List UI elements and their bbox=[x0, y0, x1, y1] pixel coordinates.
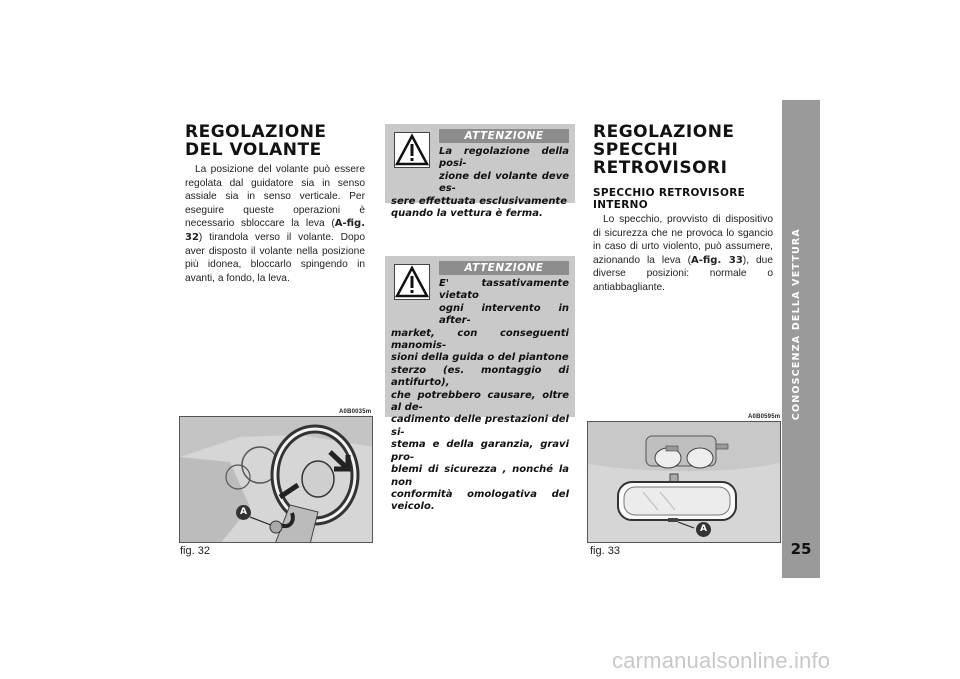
warning-line: cadimento delle prestazioni del si- bbox=[391, 414, 569, 438]
figure-code: A0B0595m bbox=[748, 414, 781, 420]
warning-label: ATTENZIONE bbox=[439, 129, 569, 143]
figure-32-steering-wheel bbox=[179, 416, 373, 543]
body-part: ), due diverse posizioni: normale o antiabbagliante. bbox=[593, 254, 773, 293]
warning-line: La regolazione della posi- bbox=[439, 146, 569, 170]
warning-box-1 bbox=[385, 124, 575, 220]
body-part: Lo specchio, provvisto di dispositivo di sicurezza che ne provoca lo sgancio in caso di urto violento, può assumere, azionando la leva ( bbox=[593, 214, 773, 266]
figure-code: A0B0035m bbox=[339, 409, 372, 415]
title-line: RETROVISORI bbox=[593, 158, 728, 178]
warning-text bbox=[391, 146, 569, 220]
body-text-specchi bbox=[593, 213, 773, 295]
mirror-illustration bbox=[588, 422, 781, 543]
body-part: La posizione del volante può essere regolata dal guidatore sia in senso assiale sia in senso verticale. Per eseguire queste operazioni è necessario sbloccare la leva ( bbox=[185, 164, 365, 230]
title-line: SPECCHI bbox=[593, 140, 679, 160]
figure-caption: fig. 32 bbox=[180, 545, 210, 557]
section-title-specchi bbox=[593, 123, 773, 177]
warning-line: sere effettuata esclusivamente bbox=[391, 195, 567, 207]
subtitle-line: SPECCHIO RETROVISORE bbox=[593, 187, 746, 199]
right-column bbox=[593, 123, 773, 295]
figure-caption: fig. 33 bbox=[590, 545, 620, 557]
warning-line: ogni intervento in after- bbox=[439, 302, 569, 327]
steering-wheel-illustration bbox=[180, 417, 373, 543]
body-text-volante bbox=[185, 163, 365, 285]
warning-text bbox=[391, 278, 569, 514]
warning-line: che potrebbero causare, oltre al de- bbox=[391, 389, 569, 414]
figure-33-rearview-mirror bbox=[587, 421, 781, 543]
title-line: REGOLAZIONE bbox=[593, 122, 735, 142]
warning-line: conformità omologativa del veicolo. bbox=[391, 488, 569, 513]
warning-box-2 bbox=[385, 256, 575, 513]
warning-label: ATTENZIONE bbox=[439, 261, 569, 275]
title-line: DEL VOLANTE bbox=[185, 140, 322, 160]
warning-line: sioni della guida o del piantone bbox=[391, 352, 569, 364]
watermark: carmanualsonline.info bbox=[612, 648, 831, 673]
section-tab-label: CONOSCENZA DELLA VETTURA bbox=[791, 228, 802, 421]
body-part: ) tirandola verso il volante. Dopo aver disposto il volante nella posizione più idonea, bloccarlo spingendo in avanti, a fondo, la leva. bbox=[185, 231, 365, 284]
section-title-volante bbox=[185, 123, 365, 159]
warning-line: quando la vettura è ferma. bbox=[391, 208, 543, 220]
section-side-tab bbox=[782, 100, 820, 578]
page-number: 25 bbox=[790, 540, 812, 558]
warning-line: blemi di sicurezza , nonché la non bbox=[391, 464, 569, 488]
callout-a: A bbox=[236, 505, 251, 520]
figure-reference[interactable]: A-fig. 32 bbox=[185, 218, 365, 243]
subsection-title bbox=[593, 187, 773, 211]
figure-reference[interactable]: A-fig. 33 bbox=[690, 254, 743, 266]
warning-line: market, con conseguenti manomis- bbox=[391, 327, 569, 352]
left-column bbox=[185, 123, 365, 285]
warning-line: stema e della garanzia, gravi pro- bbox=[391, 439, 569, 463]
warning-line: sterzo (es. montaggio di antifurto), bbox=[391, 364, 569, 389]
title-line: REGOLAZIONE bbox=[185, 122, 327, 142]
warning-line: E' tassativamente vietato bbox=[439, 278, 569, 302]
warning-line: zione del volante deve es- bbox=[439, 170, 569, 195]
callout-a: A bbox=[696, 522, 711, 537]
subtitle-line: INTERNO bbox=[593, 199, 648, 211]
